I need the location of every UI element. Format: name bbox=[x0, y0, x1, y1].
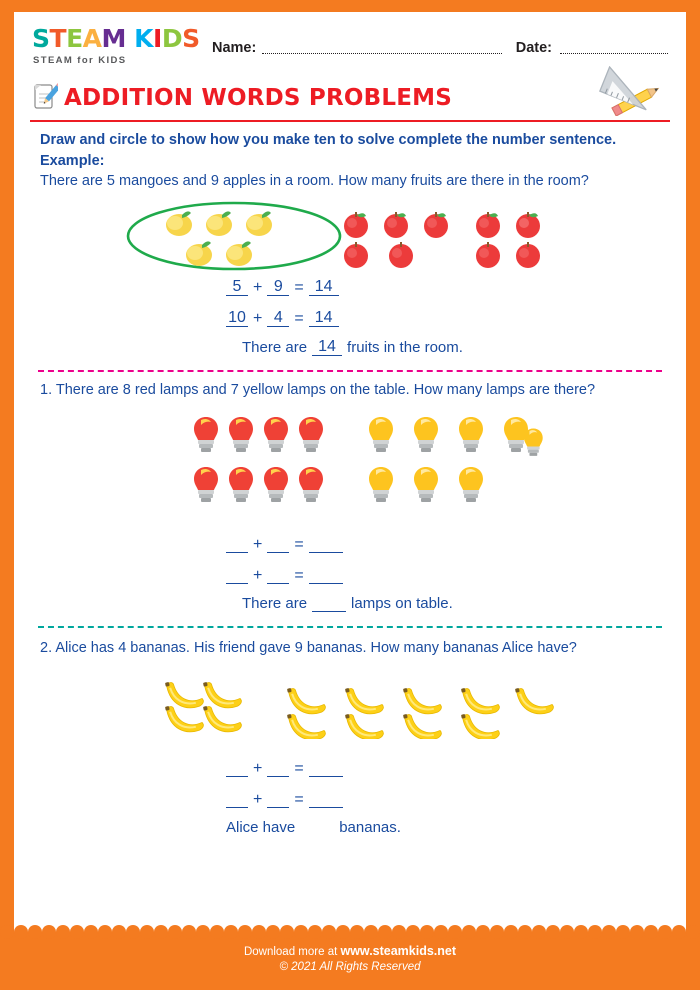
problem-2-equation-2 bbox=[226, 788, 686, 808]
example-answer-value: 14 bbox=[312, 338, 342, 356]
problem-1-equation-2 bbox=[226, 564, 686, 584]
example-answer-prefix: There are bbox=[242, 339, 308, 357]
eq2-equals: = bbox=[294, 310, 304, 328]
brand-letter-4: M bbox=[101, 24, 126, 53]
problem-1-answer-line bbox=[14, 595, 686, 612]
eq1-addend-b: 9 bbox=[267, 278, 289, 296]
page-border-right bbox=[686, 0, 700, 990]
problem-2-answer-line bbox=[14, 819, 686, 836]
p2-eq2-addend-b[interactable] bbox=[267, 792, 289, 808]
name-label: Name: bbox=[212, 40, 257, 56]
footer-download-line bbox=[0, 944, 700, 958]
problem-2-equations bbox=[14, 757, 686, 808]
p1-answer-value[interactable] bbox=[312, 596, 346, 612]
brand-letter-3: A bbox=[82, 24, 102, 53]
brand-letter-6: K bbox=[134, 24, 153, 53]
date-input[interactable] bbox=[560, 42, 668, 54]
footer-scallop bbox=[0, 925, 700, 939]
eq1-addend-a: 5 bbox=[226, 278, 248, 296]
page-border-left bbox=[0, 0, 14, 990]
title-row bbox=[14, 74, 686, 120]
problem-2-text: Alice has 4 bananas. His friend gave 9 bananas. How many bananas Alice have? bbox=[55, 640, 577, 657]
brand-name bbox=[32, 24, 212, 53]
eq1-plus: + bbox=[253, 279, 263, 297]
worksheet-header bbox=[14, 12, 686, 74]
eq1-equals: = bbox=[294, 279, 304, 297]
eq1-sum: 14 bbox=[309, 278, 339, 296]
page-footer bbox=[0, 932, 700, 990]
brand-letter-2: E bbox=[66, 24, 83, 53]
example-illustration bbox=[14, 198, 686, 270]
example-equation-2 bbox=[226, 307, 686, 327]
problem-1-equation-1 bbox=[226, 533, 686, 553]
brand-logo bbox=[32, 24, 212, 66]
p2-answer-suffix: bananas. bbox=[339, 819, 401, 837]
p2-eq2-equals: = bbox=[294, 791, 304, 809]
brand-letter-9: S bbox=[182, 24, 200, 53]
brand-tagline: STEAM for KIDS bbox=[33, 55, 127, 66]
page-title: ADDITION WORDS PROBLEMS bbox=[64, 85, 452, 111]
footer-copyright: © 2021 All Rights Reserved bbox=[279, 961, 421, 973]
page-border-top bbox=[0, 0, 700, 12]
problem-1-illustration bbox=[14, 409, 686, 517]
name-date-row bbox=[212, 24, 668, 56]
p2-answer-value[interactable] bbox=[300, 820, 334, 836]
p2-eq1-addend-a[interactable] bbox=[226, 761, 248, 777]
p1-eq2-sum[interactable] bbox=[309, 568, 343, 584]
brand-letter-7: I bbox=[153, 24, 162, 53]
example-label: Example: bbox=[40, 153, 105, 170]
p2-eq1-plus: + bbox=[253, 760, 263, 778]
pencil-paper-icon bbox=[32, 81, 58, 116]
p1-eq2-plus: + bbox=[253, 567, 263, 585]
footer-download-text: Download more at bbox=[243, 946, 338, 958]
p1-eq1-sum[interactable] bbox=[309, 537, 343, 553]
p1-eq2-addend-b[interactable] bbox=[267, 568, 289, 584]
p1-answer-suffix: lamps on table. bbox=[351, 595, 453, 613]
name-input[interactable] bbox=[262, 42, 501, 54]
problem-1-text: There are 8 red lamps and 7 yellow lamps on the table. How many lamps are there? bbox=[55, 382, 596, 399]
problem-2-question bbox=[14, 628, 686, 659]
p1-eq2-addend-a[interactable] bbox=[226, 568, 248, 584]
example-answer-line bbox=[14, 338, 686, 356]
p1-answer-prefix: There are bbox=[242, 595, 308, 613]
eq2-addend-a: 10 bbox=[226, 309, 248, 327]
p2-eq1-addend-b[interactable] bbox=[267, 761, 289, 777]
brand-letter-8: D bbox=[161, 24, 183, 53]
p2-eq1-sum[interactable] bbox=[309, 761, 343, 777]
p2-eq1-equals: = bbox=[294, 760, 304, 778]
brand-letter-1: T bbox=[49, 24, 67, 53]
apple-group bbox=[344, 212, 540, 268]
problem-1-question bbox=[14, 372, 686, 401]
footer-site-link[interactable]: www.steamkids.net bbox=[340, 944, 457, 958]
date-label: Date: bbox=[515, 40, 552, 56]
problem-2-number: 2. bbox=[40, 640, 53, 657]
instructions: Draw and circle to show how you make ten to solve complete the number sentence. bbox=[40, 132, 617, 148]
ruler-pencil-icon bbox=[594, 66, 664, 121]
p1-eq2-equals: = bbox=[294, 567, 304, 585]
brand-letter-0: S bbox=[32, 24, 50, 53]
eq2-sum: 14 bbox=[309, 309, 339, 327]
p1-eq1-equals: = bbox=[294, 536, 304, 554]
problem-1-equations bbox=[14, 533, 686, 584]
brand-letter-5 bbox=[126, 24, 134, 53]
page-content bbox=[14, 12, 686, 990]
mango-group bbox=[166, 211, 272, 266]
example-equations bbox=[14, 276, 686, 327]
p2-answer-prefix: Alice have bbox=[226, 819, 296, 837]
p2-eq2-sum[interactable] bbox=[309, 792, 343, 808]
example-equation-1 bbox=[226, 276, 686, 296]
eq2-plus: + bbox=[253, 310, 263, 328]
p1-eq1-addend-a[interactable] bbox=[226, 537, 248, 553]
example-question: There are 5 mangoes and 9 apples in a room. How many fruits are there in the room? bbox=[40, 173, 589, 190]
problem-1-number: 1. bbox=[40, 382, 53, 399]
p2-eq2-plus: + bbox=[253, 791, 263, 809]
problem-2-equation-1 bbox=[226, 757, 686, 777]
p1-eq1-plus: + bbox=[253, 536, 263, 554]
p2-eq2-addend-a[interactable] bbox=[226, 792, 248, 808]
eq2-addend-b: 4 bbox=[267, 309, 289, 327]
problem-2-illustration bbox=[14, 669, 686, 735]
example-answer-suffix: fruits in the room. bbox=[347, 339, 463, 357]
p1-eq1-addend-b[interactable] bbox=[267, 537, 289, 553]
